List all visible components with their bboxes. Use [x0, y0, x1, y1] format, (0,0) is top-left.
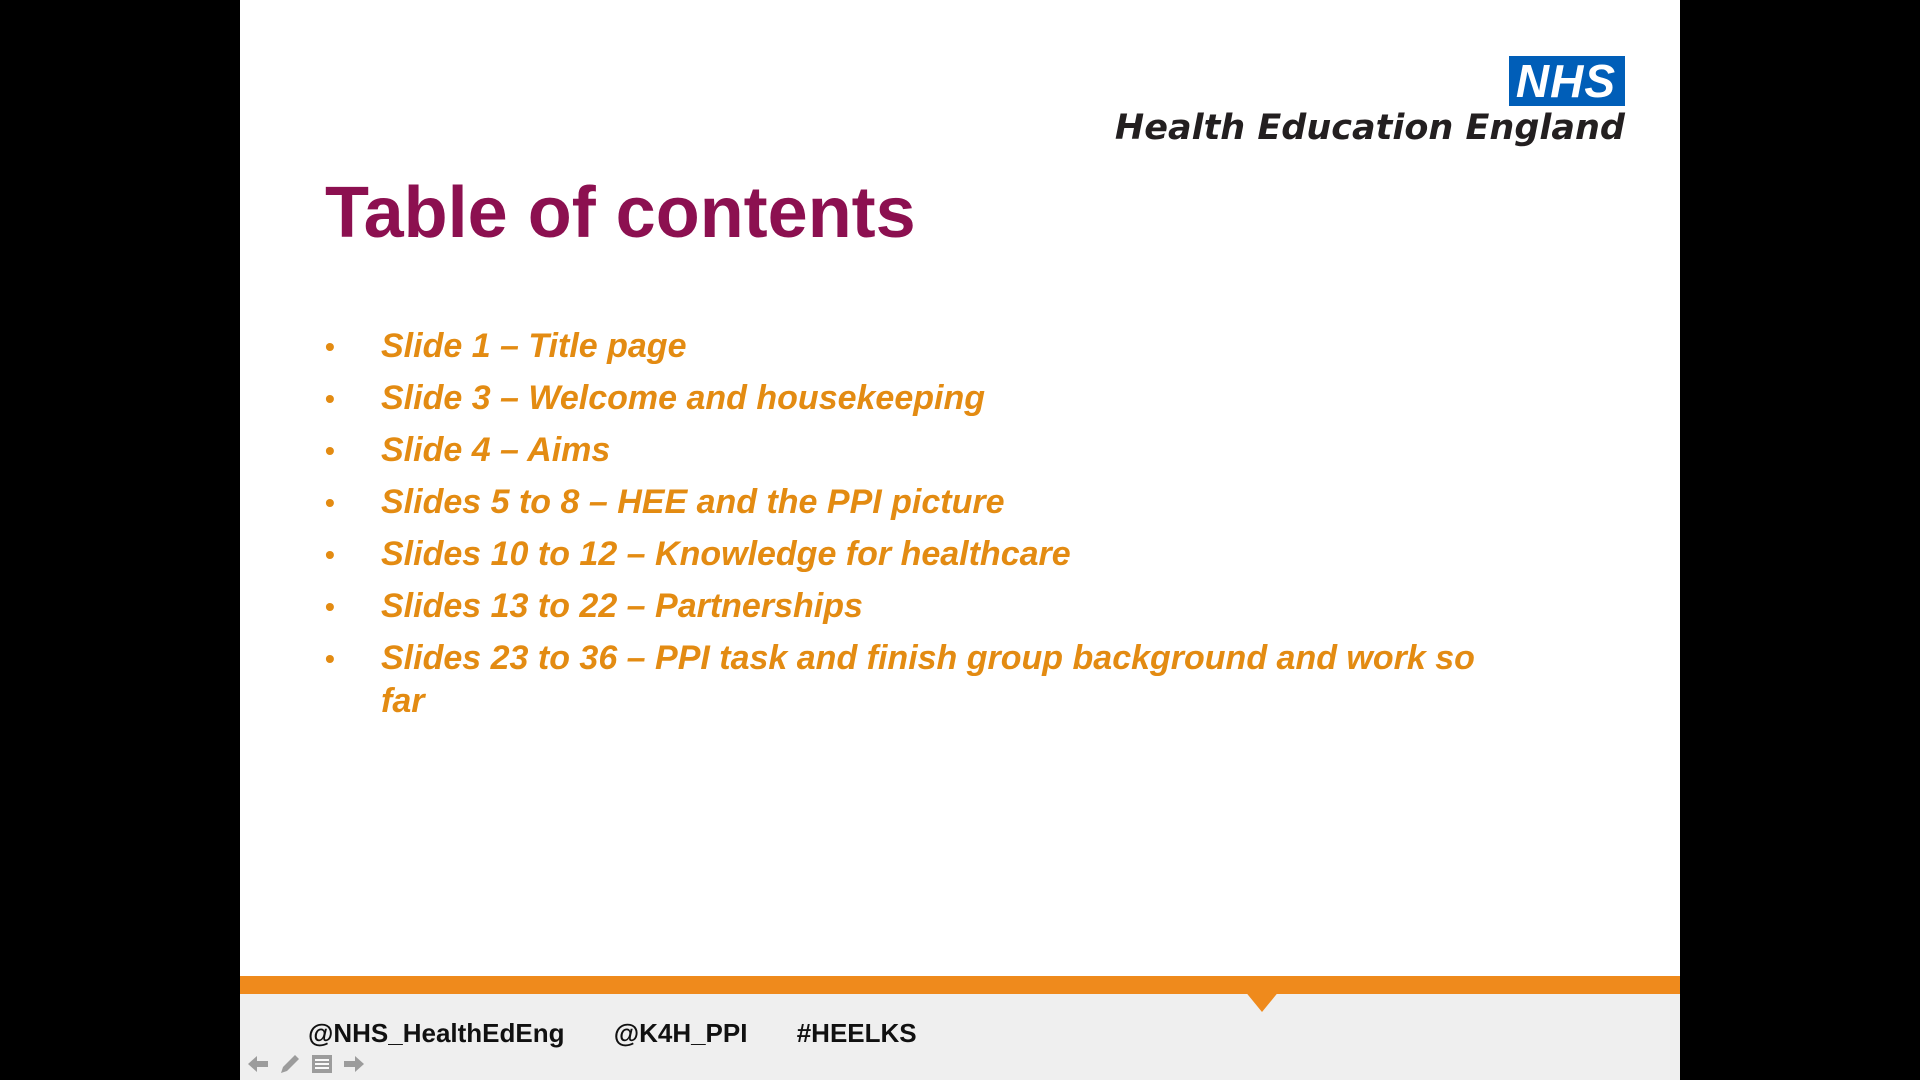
twitter-handle-k4h: @K4H_PPI — [613, 1018, 748, 1048]
footer-accent-bar — [240, 976, 1680, 994]
toc-item-label: Slides 23 to 36 – PPI task and finish group background and work so far — [381, 639, 1475, 720]
toc-item-label: Slide 1 – Title page — [381, 327, 687, 365]
nhs-logo: NHS — [1509, 56, 1625, 106]
arrow-left-icon[interactable] — [244, 1050, 272, 1078]
bullet-icon: • — [325, 539, 335, 570]
toc-item-label: Slide 3 – Welcome and housekeeping — [381, 379, 985, 417]
slide-title: Table of contents — [325, 173, 916, 253]
bullet-icon: • — [325, 331, 335, 362]
toc-item — [325, 377, 1485, 420]
bullet-icon: • — [325, 487, 335, 518]
toc-item — [325, 533, 1485, 576]
toc-item-label: Slides 10 to 12 – Knowledge for healthcare — [381, 535, 1071, 573]
toc-item-label: Slide 4 – Aims — [381, 431, 611, 469]
toc-item — [325, 637, 1485, 723]
organisation-name: Health Education England — [1114, 108, 1625, 148]
footer-notch — [1244, 990, 1280, 1012]
social-handles — [308, 1018, 959, 1049]
slide — [240, 0, 1680, 1080]
hee-logo — [1115, 56, 1625, 148]
pen-icon[interactable] — [276, 1050, 304, 1078]
toc-item — [325, 429, 1485, 472]
bullet-icon: • — [325, 435, 335, 466]
toc-item-label: Slides 13 to 22 – Partnerships — [381, 587, 863, 625]
toc-list — [325, 325, 1485, 732]
bullet-icon: • — [325, 591, 335, 622]
menu-icon[interactable] — [308, 1050, 336, 1078]
toc-item — [325, 325, 1485, 368]
hashtag-heelks: #HEELKS — [796, 1018, 917, 1048]
toc-item — [325, 481, 1485, 524]
twitter-handle-hee: @NHS_HealthEdEng — [308, 1018, 565, 1048]
toc-item — [325, 585, 1485, 628]
toc-item-label: Slides 5 to 8 – HEE and the PPI picture — [381, 483, 1005, 521]
arrow-right-icon[interactable] — [340, 1050, 368, 1078]
bullet-icon: • — [325, 643, 335, 674]
bullet-icon: • — [325, 383, 335, 414]
slideshow-controls — [244, 1050, 368, 1078]
